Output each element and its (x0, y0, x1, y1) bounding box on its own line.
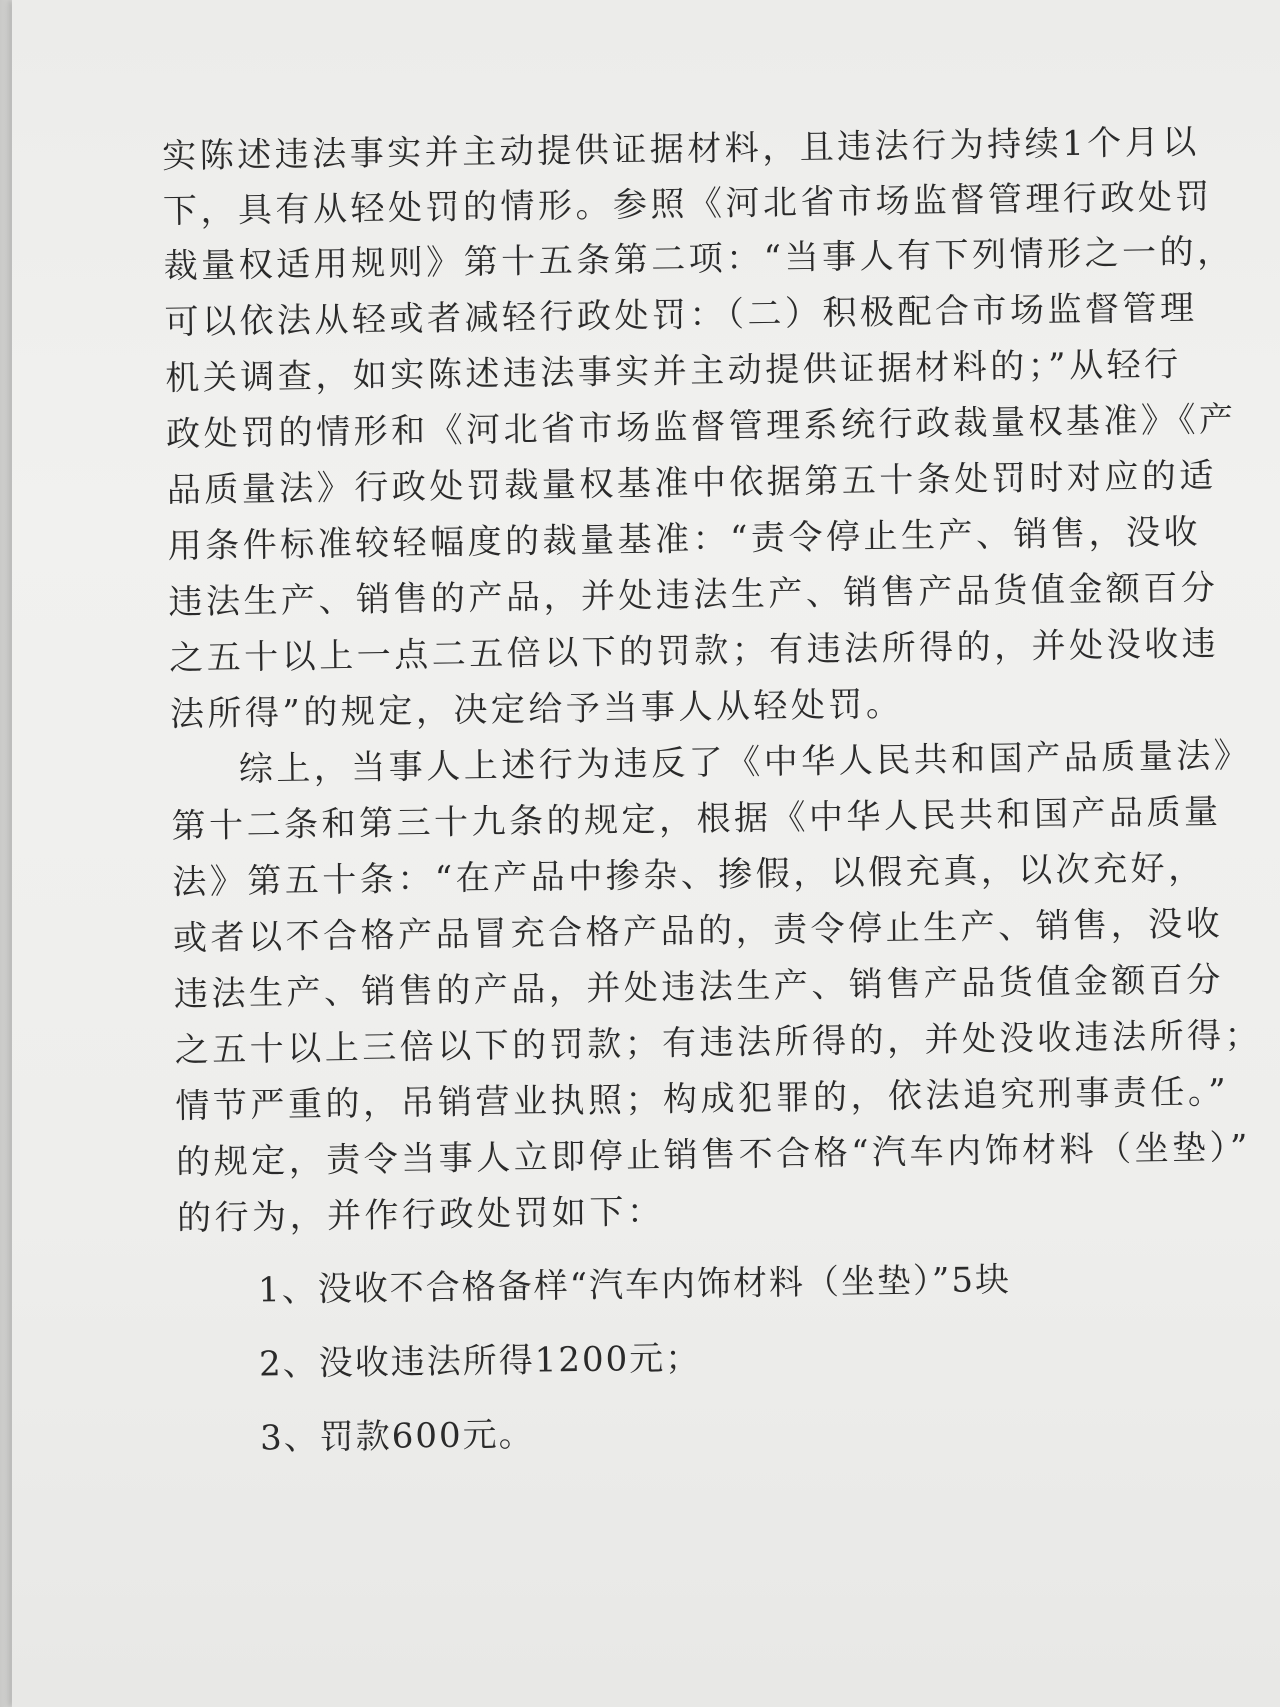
paper-page (12, 0, 1280, 1707)
body-line-17: 之五十以上三倍以下的罚款；有违法所得的，并处没收违法所得； (174, 1015, 1263, 1071)
body-line-19: 的规定，责令当事人立即停止销售不合格“汽车内饰材料（坐垫）” (175, 1127, 1252, 1183)
penalty-item-1: 1、没收不合格备样“汽车内饰材料（坐垫）”5块 (257, 1259, 1012, 1311)
body-line-11: 法所得”的规定，决定给予当事人从轻处罚。 (169, 684, 904, 735)
penalty-item-2: 2、没收违法所得1200元； (258, 1338, 702, 1385)
body-line-12: 综上，当事人上述行为违反了《中华人民共和国产品质量法》 (238, 735, 1252, 790)
body-line-6: 政处罚的情形和《河北省市场监督管理系统行政裁量权基准》《产 (165, 399, 1237, 455)
body-line-8: 用条件标准较轻幅度的裁量基准：“责令停止生产、销售，没收 (167, 512, 1202, 567)
body-line-1: 实陈述违法事实并主动提供证据材料，且违法行为持续1个月以 (161, 122, 1201, 177)
body-line-18: 情节严重的，吊销营业执照；构成犯罪的，依法追究刑事责任。” (175, 1071, 1230, 1127)
body-line-4: 可以依法从轻或者减轻行政处罚：（二）积极配合市场监督管理 (164, 288, 1198, 343)
body-line-5: 机关调查，如实陈述违法事实并主动提供证据材料的；”从轻行 (165, 344, 1182, 399)
body-line-10: 之五十以上一点二五倍以下的罚款；有违法所得的，并处没收违 (168, 623, 1220, 679)
body-line-16: 违法生产、销售的产品，并处违法生产、销售产品货值金额百分 (173, 959, 1225, 1015)
penalty-item-3: 3、罚款600元。 (259, 1414, 535, 1459)
body-line-9: 违法生产、销售的产品，并处违法生产、销售产品货值金额百分 (168, 567, 1219, 623)
body-line-15: 或者以不合格产品冒充合格产品的，责令停止生产、销售，没收 (172, 903, 1224, 959)
body-line-13: 第十二条和第三十九条的规定，根据《中华人民共和国产品质量 (171, 791, 1222, 847)
body-line-7: 品质量法》行政处罚裁量权基准中依据第五十条处罚时对应的适 (166, 455, 1218, 511)
body-line-20: 的行为，并作行政处罚如下： (176, 1191, 665, 1239)
body-line-2: 下，具有从轻处罚的情形。参照《河北省市场监督管理行政处罚 (162, 177, 1214, 232)
body-line-3: 裁量权适用规则》第十五条第二项：“当事人有下列情形之一的， (163, 231, 1235, 287)
body-line-14: 法》第五十条：“在产品中掺杂、掺假，以假充真，以次充好， (172, 848, 1206, 903)
